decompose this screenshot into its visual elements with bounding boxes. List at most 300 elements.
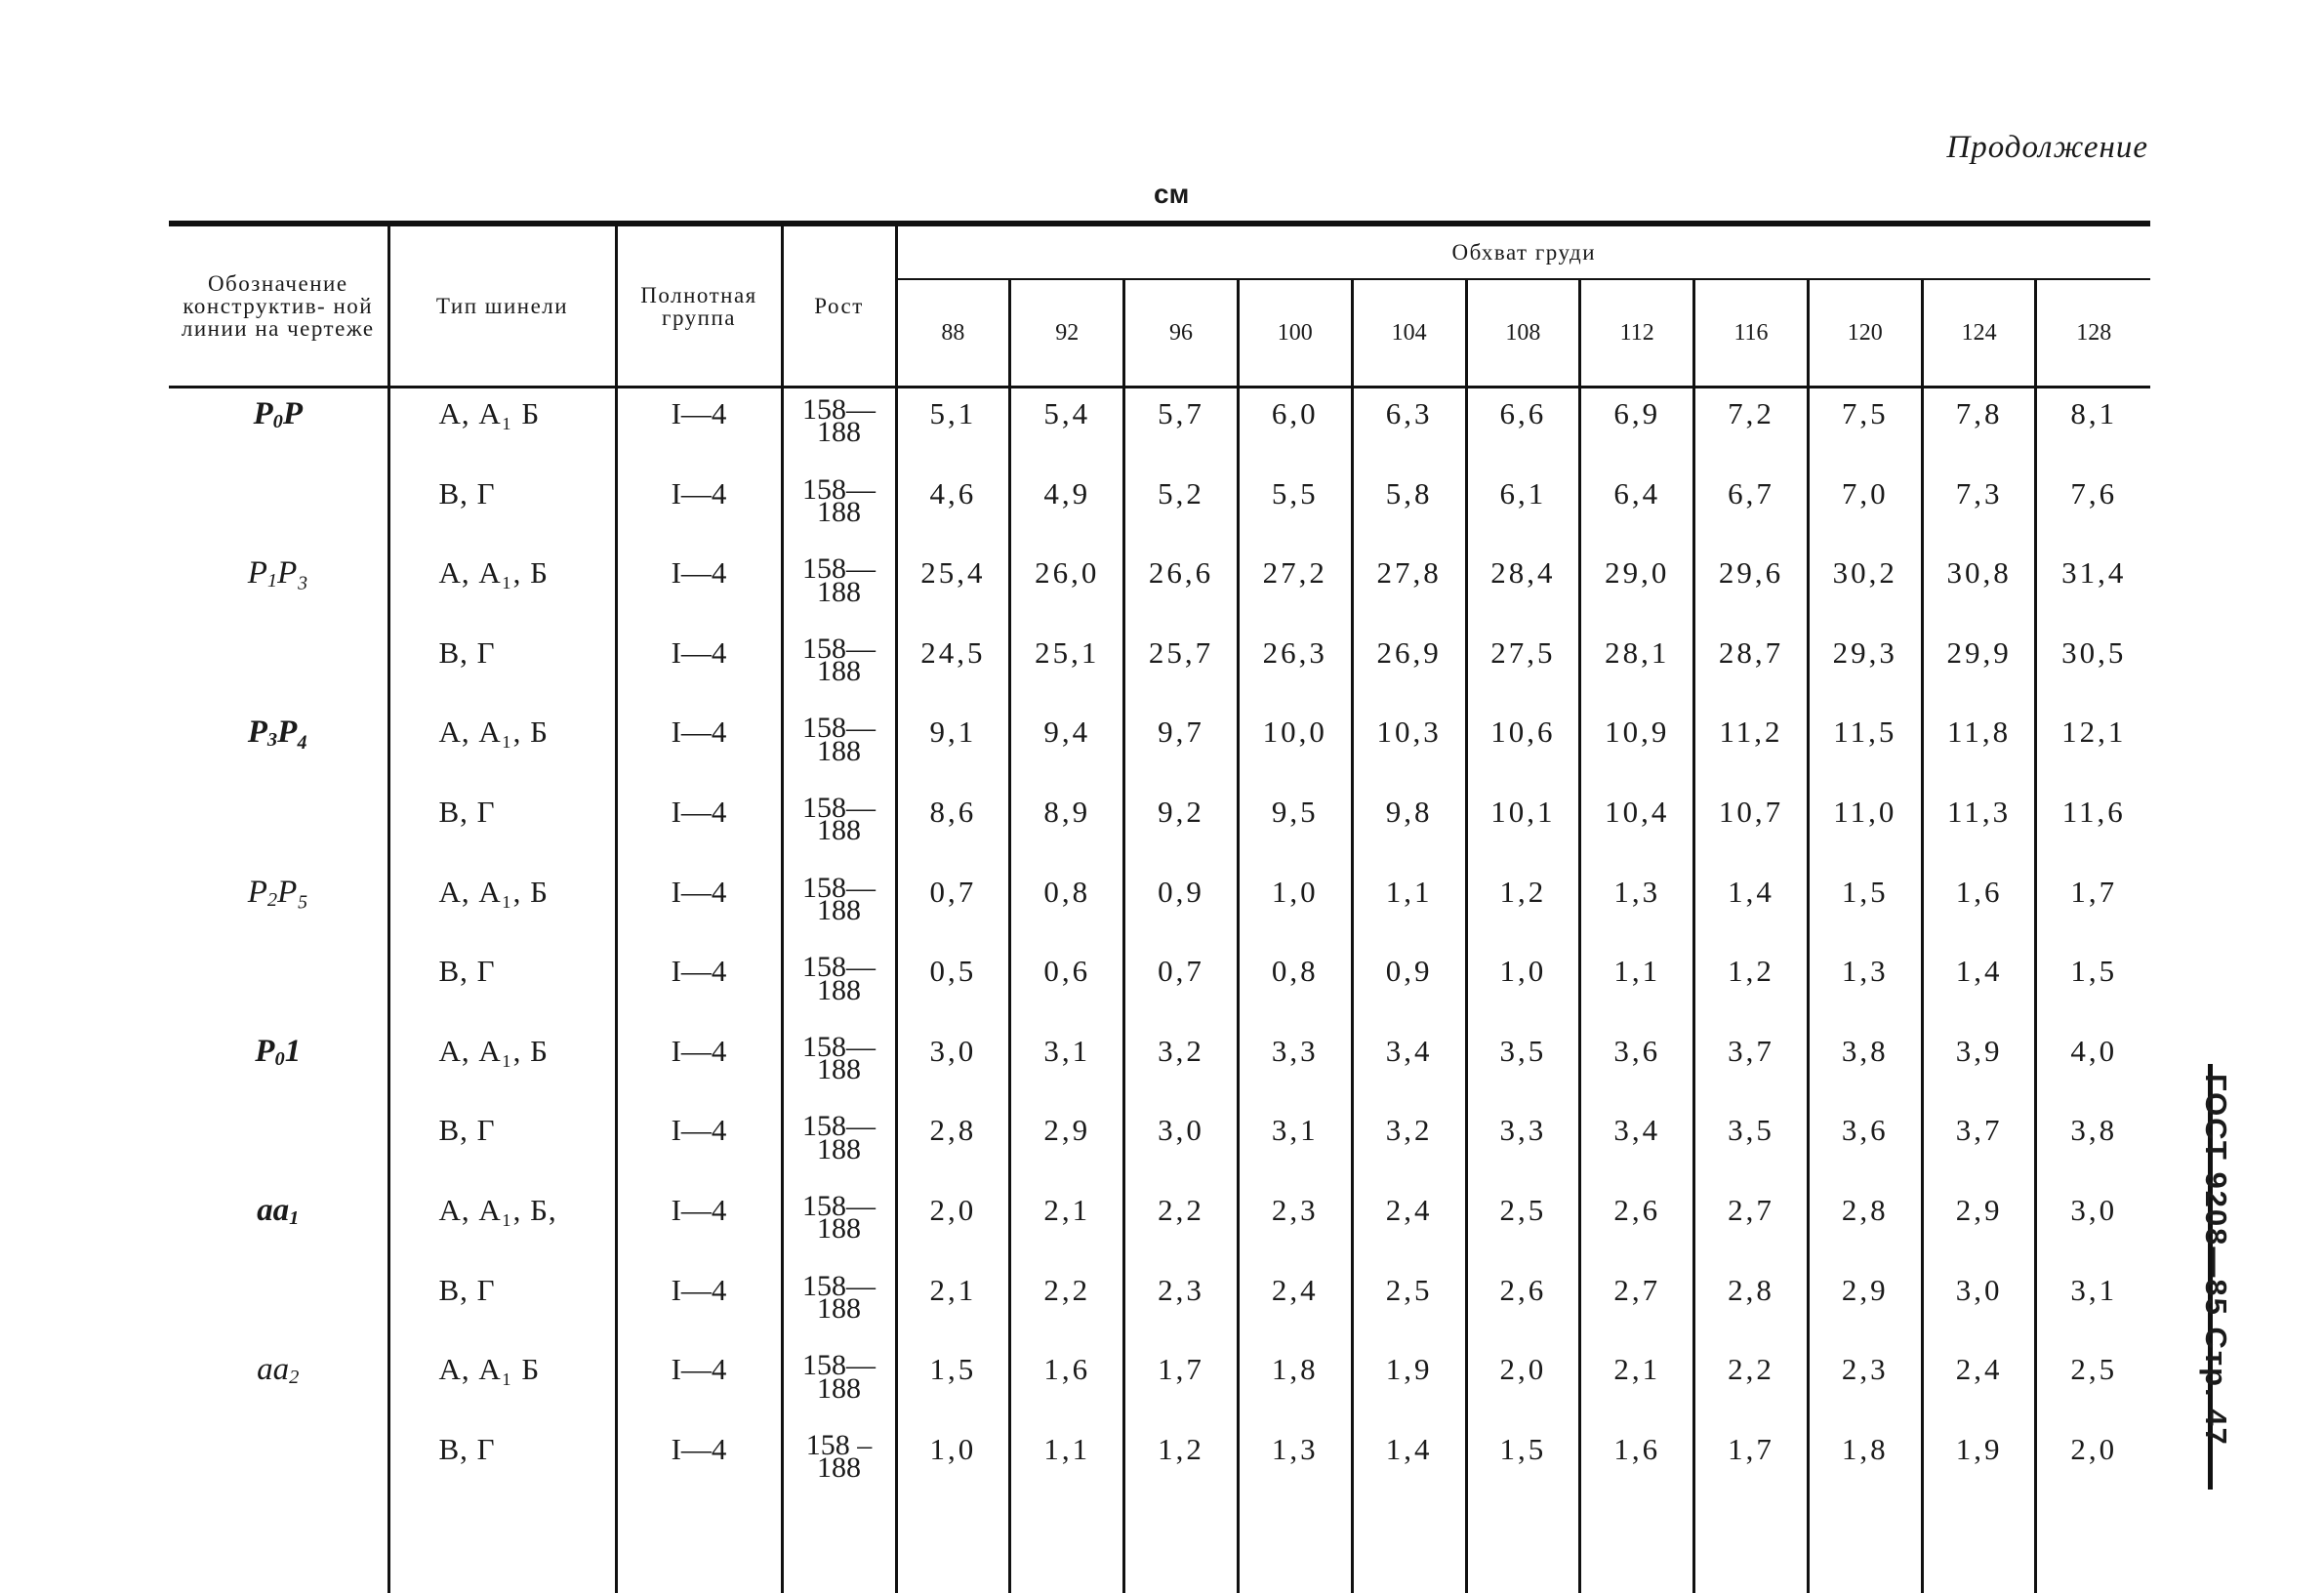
measurement-value: 2,3 (1808, 1344, 1922, 1424)
chest-size-header: 120 (1808, 279, 1922, 388)
fullness-group-cell: I—4 (616, 1105, 782, 1185)
measurement-value: 3,7 (1694, 1026, 1809, 1106)
measurement-value: 2,2 (1694, 1344, 1809, 1424)
height-range-end: 188 (784, 740, 895, 762)
coat-type-cell: А, А₁, Б (388, 707, 616, 787)
measurement-value: 3,8 (2036, 1105, 2150, 1185)
measurement-value: 0,5 (896, 946, 1010, 1026)
designation-suffix: P₃ (277, 555, 308, 591)
coat-type-cell: В, Г (388, 469, 616, 549)
measurement-value: 2,2 (1124, 1185, 1239, 1265)
chest-size-header: 116 (1694, 279, 1809, 388)
empty-cell (1352, 1503, 1466, 1593)
designation-base: aa (257, 1193, 289, 1228)
measurement-value: 2,9 (1808, 1265, 1922, 1345)
measurement-value: 3,4 (1580, 1105, 1694, 1185)
measurement-value: 3,2 (1124, 1026, 1239, 1106)
empty-cell (782, 1503, 896, 1593)
measurement-value: 5,4 (1010, 388, 1124, 469)
measurement-value: 1,8 (1238, 1344, 1352, 1424)
measurement-value: 6,9 (1580, 388, 1694, 469)
measurement-value: 29,9 (1922, 628, 2036, 708)
measurement-value: 1,7 (1124, 1344, 1239, 1424)
designation-suffix: 1 (285, 1034, 302, 1069)
measurement-value: 1,6 (1922, 867, 2036, 947)
fullness-group-cell: I—4 (616, 628, 782, 708)
coat-type-cell: А, А₁, Б (388, 1026, 616, 1106)
measurement-value: 3,4 (1352, 1026, 1466, 1106)
chest-size-header: 124 (1922, 279, 2036, 388)
height-range-end: 188 (784, 1456, 895, 1479)
measurement-value: 5,8 (1352, 469, 1466, 549)
measurement-value: 2,0 (896, 1185, 1010, 1265)
measurement-value: 3,2 (1352, 1105, 1466, 1185)
line-designation (169, 707, 388, 787)
measurement-value: 1,5 (1466, 1424, 1580, 1504)
measurement-value: 7,5 (1808, 388, 1922, 469)
height-range-end: 188 (784, 819, 895, 841)
measurement-value: 1,6 (1580, 1424, 1694, 1504)
measurement-value: 9,2 (1124, 787, 1239, 867)
designation-subscript: 1 (289, 1207, 299, 1229)
empty-cell (1010, 1503, 1124, 1593)
line-designation (169, 1185, 388, 1265)
measurement-value: 1,9 (1352, 1344, 1466, 1424)
measurement-value: 5,7 (1124, 388, 1239, 469)
height-range-start: 158— (784, 1195, 895, 1217)
table-row (169, 469, 2150, 549)
measurement-value: 2,1 (1010, 1185, 1124, 1265)
measurements-table (169, 221, 2150, 1593)
fullness-group-cell: I—4 (616, 1265, 782, 1345)
measurement-value: 25,1 (1010, 628, 1124, 708)
measurement-value: 2,4 (1922, 1344, 2036, 1424)
height-range-start: 158 – (784, 1434, 895, 1456)
coat-type-cell: А, А₁ Б (388, 388, 616, 469)
designation-base: P (253, 396, 272, 431)
table-row (169, 787, 2150, 867)
fullness-group-cell: I—4 (616, 1026, 782, 1106)
designation-base: P (255, 1034, 274, 1069)
height-range-start: 158— (784, 956, 895, 978)
measurement-value: 1,0 (896, 1424, 1010, 1504)
measurement-value: 2,4 (1352, 1185, 1466, 1265)
table-row (169, 1185, 2150, 1265)
height-range-start: 158— (784, 796, 895, 819)
unit-label: см (1154, 179, 1189, 210)
measurement-value: 7,8 (1922, 388, 2036, 469)
height-range-cell (782, 628, 896, 708)
measurement-value: 1,2 (1124, 1424, 1239, 1504)
measurement-value: 1,9 (1922, 1424, 2036, 1504)
chest-size-header: 128 (2036, 279, 2150, 388)
measurement-value: 3,1 (2036, 1265, 2150, 1345)
measurement-value: 9,7 (1124, 707, 1239, 787)
height-range-start: 158— (784, 1115, 895, 1137)
measurement-value: 0,9 (1124, 867, 1239, 947)
measurement-value: 4,0 (2036, 1026, 2150, 1106)
measurement-value: 1,8 (1808, 1424, 1922, 1504)
measurement-value: 6,0 (1238, 388, 1352, 469)
table-filler-row (169, 1503, 2150, 1593)
measurement-value: 1,4 (1922, 946, 2036, 1026)
measurement-value: 1,2 (1694, 946, 1809, 1026)
height-range-cell (782, 1265, 896, 1345)
empty-cell (896, 1503, 1010, 1593)
measurement-value: 3,1 (1238, 1105, 1352, 1185)
empty-cell (169, 1503, 388, 1593)
table-body (169, 388, 2150, 1593)
measurement-value: 11,8 (1922, 707, 2036, 787)
line-designation (169, 1105, 388, 1185)
table-row (169, 1344, 2150, 1424)
measurement-value: 2,0 (2036, 1424, 2150, 1504)
table-row (169, 867, 2150, 947)
empty-cell (1694, 1503, 1809, 1593)
measurement-value: 26,6 (1124, 548, 1239, 628)
fullness-group-cell: I—4 (616, 469, 782, 549)
table-row (169, 1105, 2150, 1185)
measurement-value: 29,3 (1808, 628, 1922, 708)
measurement-value: 2,6 (1466, 1265, 1580, 1345)
measurement-value: 9,1 (896, 707, 1010, 787)
height-range-cell (782, 388, 896, 469)
measurement-value: 0,7 (896, 867, 1010, 947)
measurement-value: 2,5 (2036, 1344, 2150, 1424)
height-range-end: 188 (784, 421, 895, 443)
height-range-cell (782, 867, 896, 947)
measurement-value: 29,0 (1580, 548, 1694, 628)
measurement-value: 11,5 (1808, 707, 1922, 787)
measurement-value: 5,1 (896, 388, 1010, 469)
measurement-value: 1,7 (2036, 867, 2150, 947)
height-range-start: 158— (784, 1275, 895, 1297)
chest-header: Обхват груди (896, 224, 2150, 279)
measurement-value: 2,4 (1238, 1265, 1352, 1345)
height-range-start: 158— (784, 716, 895, 739)
designation-subscript: 2 (267, 889, 277, 911)
line-designation (169, 388, 388, 469)
measurement-value: 0,7 (1124, 946, 1239, 1026)
measurement-value: 10,0 (1238, 707, 1352, 787)
measurement-value: 10,3 (1352, 707, 1466, 787)
height-range-end: 188 (784, 501, 895, 523)
height-range-cell (782, 1185, 896, 1265)
table-row (169, 946, 2150, 1026)
coat-type-cell: В, Г (388, 946, 616, 1026)
line-designation (169, 867, 388, 947)
table-row (169, 628, 2150, 708)
coat-type-cell: В, Г (388, 1424, 616, 1504)
height-range-end: 188 (784, 1138, 895, 1161)
designation-base: P (248, 715, 267, 750)
line-designation (169, 1265, 388, 1345)
line-designation (169, 1026, 388, 1106)
measurement-value: 1,0 (1238, 867, 1352, 947)
measurement-value: 28,4 (1466, 548, 1580, 628)
designation-suffix: P (283, 396, 303, 431)
measurement-value: 1,0 (1466, 946, 1580, 1026)
designation-subscript: 1 (267, 570, 277, 592)
measurement-value: 1,3 (1238, 1424, 1352, 1504)
continuation-label: Продолжение (1946, 130, 2148, 166)
fullness-group-cell: I—4 (616, 867, 782, 947)
height-range-start: 158— (784, 1036, 895, 1058)
measurement-value: 2,1 (1580, 1344, 1694, 1424)
measurement-value: 3,5 (1466, 1026, 1580, 1106)
measurement-value: 4,6 (896, 469, 1010, 549)
side-label: ГОСТ 9208—85 Стр. 47 (2198, 1074, 2233, 1447)
table-row (169, 1265, 2150, 1345)
height-range-cell (782, 469, 896, 549)
measurement-value: 12,1 (2036, 707, 2150, 787)
height-range-start: 158— (784, 557, 895, 580)
designation-subscript: 2 (289, 1367, 299, 1388)
measurement-value: 2,1 (896, 1265, 1010, 1345)
measurement-value: 2,6 (1580, 1185, 1694, 1265)
measurement-value: 9,5 (1238, 787, 1352, 867)
line-designation (169, 548, 388, 628)
measurement-value: 3,5 (1694, 1105, 1809, 1185)
measurement-value: 1,5 (2036, 946, 2150, 1026)
table-row (169, 548, 2150, 628)
chest-size-header: 88 (896, 279, 1010, 388)
height-range-cell (782, 548, 896, 628)
empty-cell (1922, 1503, 2036, 1593)
measurement-value: 5,2 (1124, 469, 1239, 549)
measurement-value: 6,3 (1352, 388, 1466, 469)
fullness-group-cell: I—4 (616, 946, 782, 1026)
table-row (169, 707, 2150, 787)
designation-suffix: P₄ (277, 715, 308, 750)
measurement-value: 1,7 (1694, 1424, 1809, 1504)
table-row (169, 1026, 2150, 1106)
chest-size-header: 92 (1010, 279, 1124, 388)
measurement-value: 11,6 (2036, 787, 2150, 867)
measurement-value: 31,4 (2036, 548, 2150, 628)
measurement-value: 3,6 (1808, 1105, 1922, 1185)
height-range-start: 158— (784, 637, 895, 660)
measurement-value: 3,8 (1808, 1026, 1922, 1106)
measurement-value: 4,9 (1010, 469, 1124, 549)
measurement-value: 2,0 (1466, 1344, 1580, 1424)
empty-cell (388, 1503, 616, 1593)
measurement-value: 3,0 (896, 1026, 1010, 1106)
measurement-value: 0,9 (1352, 946, 1466, 1026)
designation-base: aa (257, 1352, 289, 1387)
measurement-value: 9,8 (1352, 787, 1466, 867)
measurement-value: 2,3 (1238, 1185, 1352, 1265)
height-range-start: 158— (784, 1354, 895, 1376)
table-header (169, 224, 2150, 388)
measurement-value: 6,1 (1466, 469, 1580, 549)
measurement-value: 10,9 (1580, 707, 1694, 787)
measurement-value: 11,0 (1808, 787, 1922, 867)
measurement-value: 26,0 (1010, 548, 1124, 628)
measurement-value: 3,0 (2036, 1185, 2150, 1265)
measurement-value: 25,4 (896, 548, 1010, 628)
measurement-value: 3,9 (1922, 1026, 2036, 1106)
measurement-value: 27,2 (1238, 548, 1352, 628)
measurement-value: 2,9 (1922, 1185, 2036, 1265)
line-designation (169, 469, 388, 549)
fullness-group-cell: I—4 (616, 1424, 782, 1504)
measurement-value: 26,9 (1352, 628, 1466, 708)
height-range-end: 188 (784, 1058, 895, 1081)
measurement-value: 27,5 (1466, 628, 1580, 708)
empty-cell (1238, 1503, 1352, 1593)
measurement-value: 7,3 (1922, 469, 2036, 549)
empty-cell (2036, 1503, 2150, 1593)
measurement-value: 2,8 (1808, 1185, 1922, 1265)
measurement-value: 0,8 (1010, 867, 1124, 947)
coat-type-cell: В, Г (388, 1265, 616, 1345)
empty-cell (1808, 1503, 1922, 1593)
table-row (169, 1424, 2150, 1504)
coat-type-cell: А, А₁, Б, (388, 1185, 616, 1265)
chest-size-header: 112 (1580, 279, 1694, 388)
height-range-start: 158— (784, 398, 895, 421)
measurement-value: 1,2 (1466, 867, 1580, 947)
designation-base: P (248, 875, 267, 910)
measurement-value: 27,8 (1352, 548, 1466, 628)
measurement-value: 11,2 (1694, 707, 1809, 787)
measurement-value: 11,3 (1922, 787, 2036, 867)
measurement-value: 8,9 (1010, 787, 1124, 867)
empty-cell (1466, 1503, 1580, 1593)
measurement-value: 0,6 (1010, 946, 1124, 1026)
height-range-end: 188 (784, 581, 895, 603)
measurement-value: 2,8 (896, 1105, 1010, 1185)
type-header: Тип шинели (388, 224, 616, 388)
coat-type-cell: В, Г (388, 628, 616, 708)
measurement-value: 8,1 (2036, 388, 2150, 469)
line-designation (169, 1424, 388, 1504)
measurement-value: 1,1 (1352, 867, 1466, 947)
measurement-value: 2,7 (1694, 1185, 1809, 1265)
measurement-value: 2,2 (1010, 1265, 1124, 1345)
measurement-value: 7,6 (2036, 469, 2150, 549)
measurement-value: 10,1 (1466, 787, 1580, 867)
line-designation (169, 1344, 388, 1424)
empty-cell (616, 1503, 782, 1593)
measurement-value: 2,3 (1124, 1265, 1239, 1345)
measurement-value: 0,8 (1238, 946, 1352, 1026)
fullness-group-cell: I—4 (616, 1185, 782, 1265)
line-designation (169, 787, 388, 867)
height-range-end: 188 (784, 1377, 895, 1400)
chest-size-header: 108 (1466, 279, 1580, 388)
height-range-end: 188 (784, 660, 895, 682)
measurement-value: 28,7 (1694, 628, 1809, 708)
coat-type-cell: В, Г (388, 787, 616, 867)
measurement-value: 9,4 (1010, 707, 1124, 787)
table-row (169, 388, 2150, 469)
measurement-value: 25,7 (1124, 628, 1239, 708)
height-range-cell (782, 1026, 896, 1106)
measurement-value: 29,6 (1694, 548, 1809, 628)
measurement-value: 1,4 (1352, 1424, 1466, 1504)
measurement-value: 3,7 (1922, 1105, 2036, 1185)
height-range-cell (782, 946, 896, 1026)
height-range-end: 188 (784, 899, 895, 921)
height-range-cell (782, 787, 896, 867)
height-range-end: 188 (784, 1297, 895, 1320)
header-row-top (169, 224, 2150, 279)
height-range-cell (782, 1344, 896, 1424)
measurement-value: 1,4 (1694, 867, 1809, 947)
measurement-value: 6,4 (1580, 469, 1694, 549)
chest-size-header: 104 (1352, 279, 1466, 388)
measurement-value: 3,0 (1922, 1265, 2036, 1345)
chest-size-header: 96 (1124, 279, 1239, 388)
measurement-value: 2,5 (1352, 1265, 1466, 1345)
measurement-value: 10,6 (1466, 707, 1580, 787)
designation-subscript: 3 (267, 729, 277, 751)
measurement-value: 1,5 (896, 1344, 1010, 1424)
group-header: Полнотная группа (616, 224, 782, 388)
designation-header: Обозначение конструктив- ной линии на чертеже (169, 224, 388, 388)
measurement-value: 1,6 (1010, 1344, 1124, 1424)
empty-cell (1124, 1503, 1239, 1593)
height-range-end: 188 (784, 1217, 895, 1240)
measurement-value: 3,3 (1466, 1105, 1580, 1185)
measurement-value: 10,7 (1694, 787, 1809, 867)
measurement-value: 1,1 (1580, 946, 1694, 1026)
line-designation (169, 628, 388, 708)
measurement-value: 26,3 (1238, 628, 1352, 708)
measurement-value: 10,4 (1580, 787, 1694, 867)
measurement-value: 8,6 (896, 787, 1010, 867)
height-range-start: 158— (784, 478, 895, 501)
measurement-value: 2,5 (1466, 1185, 1580, 1265)
measurement-value: 5,5 (1238, 469, 1352, 549)
measurement-value: 7,2 (1694, 388, 1809, 469)
line-designation (169, 946, 388, 1026)
height-range-end: 188 (784, 979, 895, 1001)
designation-subscript: 0 (273, 411, 283, 432)
fullness-group-cell: I—4 (616, 548, 782, 628)
chest-size-header: 100 (1238, 279, 1352, 388)
height-range-cell (782, 1105, 896, 1185)
coat-type-cell: В, Г (388, 1105, 616, 1185)
measurement-value: 30,5 (2036, 628, 2150, 708)
height-range-start: 158— (784, 877, 895, 899)
measurement-value: 3,0 (1124, 1105, 1239, 1185)
measurement-value: 1,3 (1808, 946, 1922, 1026)
coat-type-cell: А, А₁, Б (388, 867, 616, 947)
measurement-value: 30,2 (1808, 548, 1922, 628)
fullness-group-cell: I—4 (616, 1344, 782, 1424)
coat-type-cell: А, А₁ Б (388, 1344, 616, 1424)
designation-suffix: P₅ (277, 875, 308, 910)
measurement-value: 2,9 (1010, 1105, 1124, 1185)
fullness-group-cell: I—4 (616, 388, 782, 469)
measurement-value: 1,1 (1010, 1424, 1124, 1504)
measurement-value: 30,8 (1922, 548, 2036, 628)
fullness-group-cell: I—4 (616, 787, 782, 867)
empty-cell (1580, 1503, 1694, 1593)
coat-type-cell: А, А₁, Б (388, 548, 616, 628)
measurement-value: 6,6 (1466, 388, 1580, 469)
measurement-value: 3,3 (1238, 1026, 1352, 1106)
measurement-value: 3,1 (1010, 1026, 1124, 1106)
measurement-value: 3,6 (1580, 1026, 1694, 1106)
fullness-group-cell: I—4 (616, 707, 782, 787)
designation-base: P (248, 555, 267, 591)
measurement-value: 2,7 (1580, 1265, 1694, 1345)
measurement-value: 1,5 (1808, 867, 1922, 947)
